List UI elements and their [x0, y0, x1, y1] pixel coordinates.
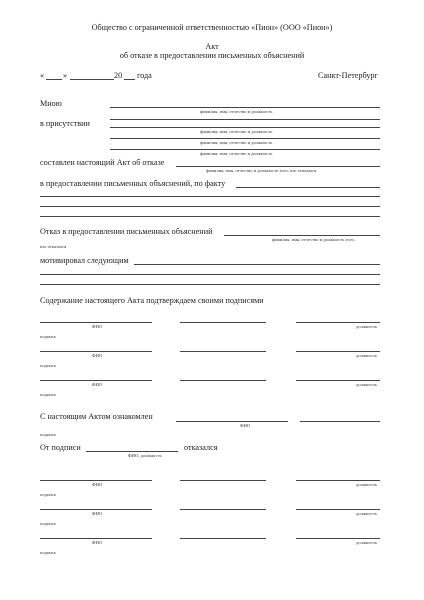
date-year-line	[124, 79, 135, 80]
fact-line-2	[40, 206, 380, 207]
date-year-prefix: 20	[114, 71, 123, 80]
sig3-fio-line	[40, 380, 152, 381]
sig6-fio-hint: ФИО	[92, 540, 103, 545]
drawn-up-line	[176, 166, 380, 167]
sig1-mid-line	[180, 322, 266, 323]
sig4-fio-line	[40, 480, 152, 481]
sig2-mid-line	[180, 351, 266, 352]
sig2-pos-line	[296, 351, 380, 352]
by-me-hint: фамилия, имя, отчество и должность	[200, 109, 273, 114]
sig3-pos-line	[296, 380, 380, 381]
explanations-label: в предоставлении письменных объяснений, по факту	[40, 179, 226, 188]
by-me-line	[110, 107, 380, 108]
in-presence-label: в присутствии	[40, 119, 90, 128]
by-me-label: Мною	[40, 99, 62, 108]
refusal-label: Отказ в предоставлении письменных объяснений	[40, 227, 213, 236]
date-month-line	[70, 79, 114, 80]
sig4-pos-hint: должность	[356, 482, 378, 487]
sig5-pos-line	[296, 509, 380, 510]
sig1-pos-line	[296, 322, 380, 323]
sig3-mid-line	[180, 380, 266, 381]
city-name: Санкт-Петербург	[318, 71, 378, 80]
sig6-pos-hint: должность	[356, 540, 378, 545]
in-presence-line-3	[110, 149, 380, 150]
date-day-open: «	[40, 71, 45, 80]
in-presence-hint-2: фамилия, имя, отчество и должность	[200, 140, 273, 145]
sig5-sign-hint: подпись	[40, 521, 57, 526]
sig2-fio-hint: ФИО	[92, 353, 103, 358]
from-signature-line	[86, 451, 178, 452]
sig6-mid-line	[180, 538, 266, 539]
explanations-line	[236, 187, 380, 188]
in-presence-hint-3: фамилия, имя, отчество и должность	[200, 151, 273, 156]
confirm-label: Содержание настоящего Акта подтверждаем своими подписями	[40, 296, 264, 305]
sig2-sign-hint: подпись	[40, 363, 57, 368]
in-presence-line	[110, 127, 380, 128]
sig2-pos-hint: должность	[356, 353, 378, 358]
sig3-fio-hint: ФИО	[92, 382, 103, 387]
motive-line-2	[40, 284, 380, 285]
refusal-hint: фамилия, имя, отчество и должность того,	[272, 237, 355, 242]
motivated-label: мотивировал следующим	[40, 256, 129, 265]
sig4-pos-line	[296, 480, 380, 481]
organization-name: Общество с ограниченной ответственностью «Пион» (ООО «Пион»)	[91, 23, 333, 32]
document-subject: об отказе в предоставлении письменных объяснений	[119, 51, 305, 60]
acquainted-fio-hint: ФИО	[240, 423, 251, 428]
date-day-line	[46, 79, 62, 80]
drawn-up-label: составлен настоящий Акт об отказе	[40, 158, 165, 167]
acquainted-extra-line	[300, 421, 380, 422]
motivated-line	[134, 264, 380, 265]
sig5-pos-hint: должность	[356, 511, 378, 516]
acquainted-fio-line	[176, 421, 288, 422]
sig1-fio-line	[40, 322, 152, 323]
in-presence-hint: фамилия, имя, отчество и должность	[200, 129, 273, 134]
acquainted-sign-hint: подпись	[40, 432, 57, 437]
by-me-line-2	[110, 119, 380, 120]
from-signature-label: От подписи	[40, 443, 81, 452]
refused-label: отказался	[184, 443, 218, 452]
from-signature-hint: ФИО, должность	[128, 453, 162, 458]
fact-line-1	[40, 196, 380, 197]
sig1-fio-hint: ФИО	[92, 324, 103, 329]
date-year-suffix: года	[137, 71, 152, 80]
sig6-fio-line	[40, 538, 152, 539]
sig4-mid-line	[180, 480, 266, 481]
sig4-fio-hint: ФИО	[92, 482, 103, 487]
date-day-close: »	[63, 71, 68, 80]
fact-line-3	[40, 216, 380, 217]
document-type: Акт	[205, 42, 219, 51]
sig6-sign-hint: подпись	[40, 550, 57, 555]
refusal-line	[224, 235, 380, 236]
sig1-sign-hint: подпись	[40, 334, 57, 339]
sig3-sign-hint: подпись	[40, 392, 57, 397]
sig4-sign-hint: подпись	[40, 492, 57, 497]
sig5-fio-hint: ФИО	[92, 511, 103, 516]
sig5-mid-line	[180, 509, 266, 510]
who-refused-hint: кто отказался	[40, 244, 67, 249]
sig5-fio-line	[40, 509, 152, 510]
acquainted-label: С настоящим Актом ознакомлен	[40, 412, 153, 421]
motive-line-1	[40, 274, 380, 275]
sig2-fio-line	[40, 351, 152, 352]
in-presence-line-2	[110, 138, 380, 139]
sig6-pos-line	[296, 538, 380, 539]
sig3-pos-hint: должность	[356, 382, 378, 387]
drawn-up-hint: фамилия, имя, отчество и должность того, кто отказался	[206, 168, 317, 173]
sig1-pos-hint: должность	[356, 324, 378, 329]
